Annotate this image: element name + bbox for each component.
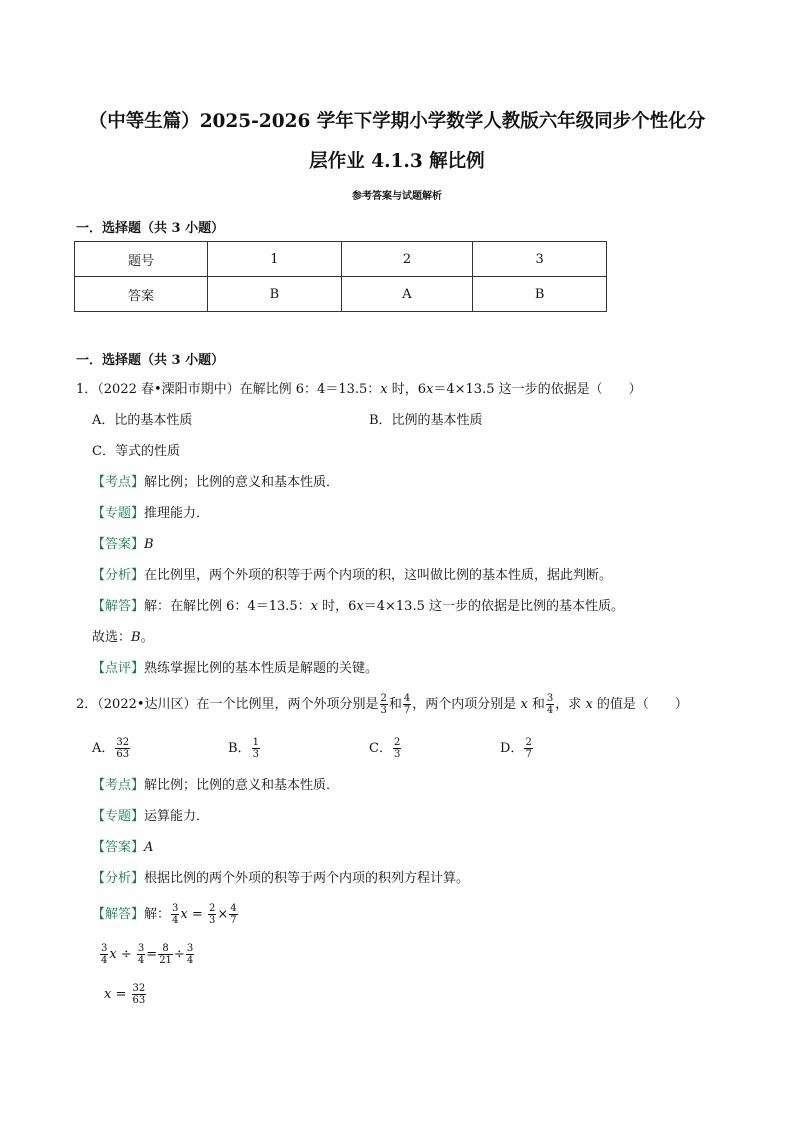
fraction (380, 693, 388, 716)
q2-kaodian (92, 777, 339, 795)
tag-label: 【答案】 (92, 840, 145, 855)
tag-label: 【考点】 (92, 778, 145, 793)
table-cell: 题号 (75, 242, 208, 277)
q1-stem-text: 1．（2022 春•溧阳市期中）在解比例 6：4＝13.5： (76, 382, 381, 397)
fraction (115, 737, 130, 760)
kaodian-text: 解比例；比例的意义和基本性质． (144, 475, 340, 490)
q2-option-a (92, 734, 131, 764)
q2-stem-text: ，求 (555, 697, 586, 712)
q1-guxuan (92, 629, 154, 647)
q2-step-3 (104, 980, 147, 1010)
table-cell: B (473, 277, 607, 312)
q1-option-a: A．比的基本性质 (92, 413, 193, 428)
q1-daan (92, 536, 154, 554)
title-line-2: 层作业 4.1.3 解比例 (309, 151, 485, 172)
q2-stem-text: 和 (388, 697, 402, 712)
option-label: B． (228, 741, 251, 756)
q1-option-b: B．比例的基本性质 (369, 413, 483, 428)
tag-label: 【分析】 (92, 871, 145, 886)
divide-sign: ÷ (120, 947, 132, 962)
q1-stem-text: ＝4×13.5 这一步的依据是（ ） (433, 382, 642, 397)
q1-fenxi (92, 567, 612, 585)
denominator: 7 (230, 915, 237, 926)
fraction (186, 943, 194, 966)
variable-x: x (180, 907, 188, 922)
equals-sign: = (115, 987, 127, 1002)
variable-x: x (356, 599, 364, 614)
subtitle: 参考答案与试题解析 (352, 191, 442, 202)
numerator: 8 (158, 943, 173, 955)
table-cell: 答案 (75, 277, 208, 312)
dianping-text: 熟练掌握比例的基本性质是解题的关键。 (144, 661, 379, 676)
fenxi-text: 根据比例的两个外项的积等于两个内项的积列方程计算。 (144, 871, 470, 886)
tag-label: 【答案】 (92, 537, 145, 552)
q2-option-b (228, 734, 261, 764)
q1-option-c: C．等式的性质 (92, 444, 180, 459)
denominator: 7 (525, 749, 532, 760)
q1-dianping (92, 660, 378, 678)
numerator: 32 (132, 983, 146, 994)
guxuan-text: 故选： (92, 630, 132, 645)
equals-sign: = (191, 907, 203, 922)
q2-stem (76, 690, 688, 720)
tag-label: 【分析】 (92, 568, 145, 583)
numerator: 4 (403, 693, 411, 704)
fraction (393, 737, 401, 760)
q1-stem-text: 时，6 (387, 382, 427, 397)
zhuanti-text: 运算能力． (144, 809, 210, 824)
numerator: 1 (252, 737, 259, 748)
q2-step-2 (99, 940, 195, 970)
variable-x: x (104, 987, 112, 1002)
fraction (137, 943, 145, 966)
guxuan-value: B (131, 630, 141, 645)
option-label: D． (500, 741, 524, 756)
denominator: 7 (403, 705, 411, 716)
numerator: 2 (208, 903, 216, 914)
daan-text: A (144, 840, 154, 855)
daan-text: B (144, 537, 154, 552)
answer-table (74, 241, 607, 312)
q1-stem (76, 381, 642, 399)
variable-x: x (310, 599, 318, 614)
fraction (158, 943, 173, 966)
q2-stem-text: 的值是（ ） (592, 697, 688, 712)
denominator: 4 (546, 705, 554, 716)
numerator: 3 (137, 943, 145, 954)
numerator: 2 (380, 693, 387, 704)
equals-sign: = (146, 947, 158, 962)
numerator: 3 (546, 693, 554, 704)
denominator: 3 (208, 915, 216, 926)
numerator: 2 (393, 737, 401, 748)
times-sign: × (217, 907, 229, 922)
denominator: 4 (137, 955, 145, 966)
denominator: 3 (380, 705, 387, 716)
q2-stem-text: 2．（2022•达川区）在一个比例里，两个外项分别是 (76, 697, 379, 712)
tag-label: 【考点】 (92, 475, 145, 490)
variable-x: x (585, 697, 593, 712)
numerator: 3 (172, 903, 179, 914)
guxuan-text: 。 (140, 630, 154, 645)
document-title (60, 102, 734, 182)
denominator: 3 (393, 749, 401, 760)
jieda-text: ＝4×13.5 这一步的依据是比例的基本性质。 (363, 599, 624, 614)
q2-jieda (92, 900, 239, 930)
option-label: C． (369, 741, 392, 756)
q2-fenxi (92, 870, 469, 888)
section-heading-questions: 一．选择题（共 3 小题） (76, 353, 225, 368)
table-cell: 1 (208, 242, 342, 277)
q2-stem-text: 和 (527, 697, 545, 712)
denominator: 4 (101, 955, 108, 966)
title-line-1: （中等生篇）2025-2026 学年下学期小学数学人教版六年级同步个性化分 (88, 111, 706, 132)
fraction (524, 737, 532, 760)
fraction (208, 903, 216, 926)
q2-daan (92, 839, 153, 857)
tag-label: 【点评】 (92, 661, 145, 676)
fraction (100, 943, 108, 966)
numerator: 4 (230, 903, 237, 914)
table-cell: A (341, 277, 473, 312)
fraction (252, 737, 260, 760)
table-cell: 3 (473, 242, 607, 277)
variable-x: x (520, 697, 528, 712)
zhuanti-text: 推理能力． (144, 506, 210, 521)
table-cell: 2 (341, 242, 473, 277)
variable-x: x (380, 382, 388, 397)
fraction (546, 693, 554, 716)
divide-sign: ÷ (173, 947, 185, 962)
table-row (75, 242, 607, 277)
fraction (132, 983, 147, 1006)
variable-x: x (426, 382, 434, 397)
tag-label: 【专题】 (92, 809, 145, 824)
q2-zhuanti (92, 808, 209, 826)
fraction (403, 693, 411, 716)
tag-label: 【解答】 (92, 599, 145, 614)
numerator: 32 (116, 737, 130, 748)
denominator: 63 (116, 749, 130, 760)
q2-option-c (369, 734, 402, 764)
denominator: 4 (186, 955, 194, 966)
denominator: 63 (132, 995, 146, 1006)
numerator: 3 (186, 943, 194, 954)
q2-stem-text: ，两个内项分别是 (412, 697, 521, 712)
section-heading-answers: 一．选择题（共 3 小题） (76, 221, 225, 236)
kaodian-text: 解比例；比例的意义和基本性质． (144, 778, 340, 793)
denominator: 3 (252, 749, 259, 760)
q1-kaodian (92, 474, 339, 492)
option-label: A． (92, 741, 115, 756)
q1-zhuanti (92, 505, 209, 523)
q1-jieda (92, 598, 624, 616)
jieda-text: 时，6 (317, 599, 357, 614)
variable-x: x (109, 947, 117, 962)
fraction (171, 903, 179, 926)
tag-label: 【专题】 (92, 506, 145, 521)
jieda-text: 解：在解比例 6：4＝13.5： (144, 599, 311, 614)
numerator: 2 (525, 737, 532, 748)
denominator: 21 (159, 955, 172, 966)
fraction (229, 903, 237, 926)
table-cell: B (208, 277, 342, 312)
fenxi-text: 在比例里，两个外项的积等于两个内项的积，这叫做比例的基本性质，据此判断。 (144, 568, 613, 583)
numerator: 3 (101, 943, 108, 954)
tag-label: 【解答】 (92, 907, 145, 922)
jieda-text: 解： (144, 907, 171, 922)
denominator: 4 (172, 915, 179, 926)
q2-option-d (500, 734, 534, 764)
table-row (75, 277, 607, 312)
